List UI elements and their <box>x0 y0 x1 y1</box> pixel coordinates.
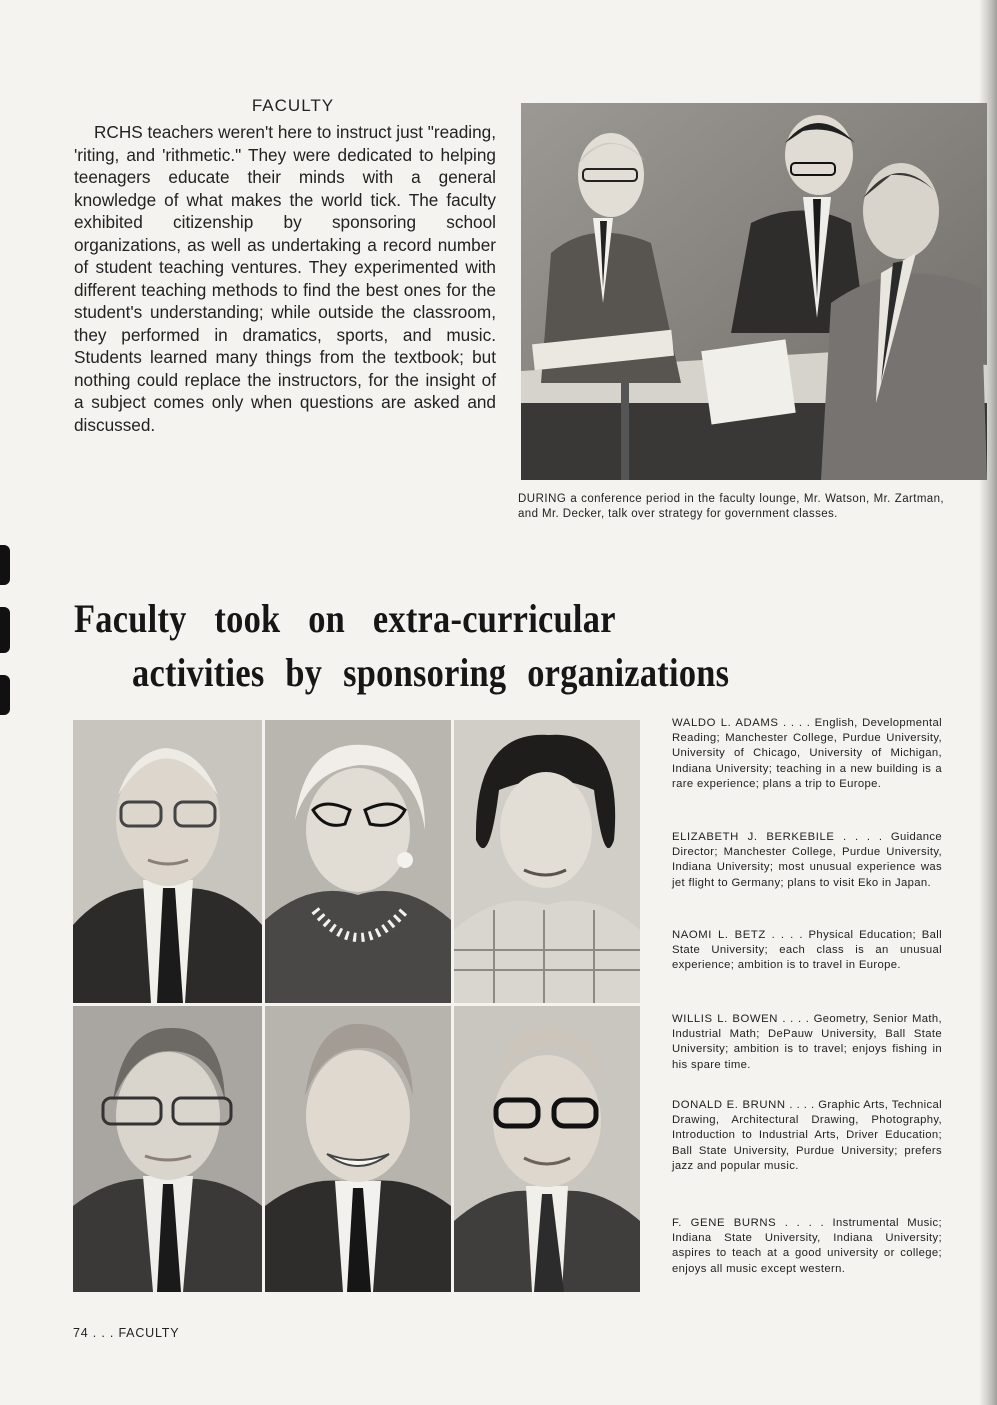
bio-text: Guidance Director; Manchester College, Purdue University, Indiana University; most unusual experience was jet flight to Germany; plans to visit Eko in Japan. <box>672 831 942 889</box>
page-edge-marks <box>0 545 14 715</box>
portrait-photo <box>73 720 262 1003</box>
footer-section: FACULTY <box>118 1326 180 1340</box>
caption-text: a conference period in the faculty lounge, Mr. Watson, Mr. Zartman, and Mr. Decker, talk over strategy for government classes. <box>518 493 944 520</box>
bio-separator: . . . . <box>778 1013 814 1025</box>
photo-caption <box>518 492 944 522</box>
bio-separator: . . . . <box>834 831 891 843</box>
bio-text: Geometry, Senior Math, Industrial Math; DePauw University, Ball State University; ambition is to travel; enjoys fishing in his spare time. <box>672 1013 943 1071</box>
bio-entry <box>672 1098 942 1174</box>
intro-paragraph: RCHS teachers weren't here to instruct just "reading, 'riting, and 'rithmetic." They were dedicated to helping teenagers educate their minds with a general knowledge of what makes the world tick. The faculty exhibited citizenship by sponsoring school organizations, as well as undertaking a record number of student teaching ventures. They experimented with different teaching methods to find the best ones for the student's understanding; while outside the classroom, they performed in dramatics, sports, and music. Students learned many things from the textbook; but nothing could replace the instructors, for the insight of a subject comes only when questions are asked and discussed. <box>74 122 497 435</box>
headline-line-1: Faculty took on extra-curricular <box>74 596 616 641</box>
headline-line-2: activities by sponsoring organizations <box>132 650 730 695</box>
page-footer <box>73 1326 179 1340</box>
bio-text: Instrumental Music; Indiana State University, Indiana University; aspires to teach at a good university or college; enjoys all music except western. <box>672 1217 942 1275</box>
faculty-lounge-photo <box>521 103 987 480</box>
bio-text: Graphic Arts, Technical Drawing, Architectural Drawing, Photography, Introduction to Industrial Arts, Driver Education; Ball State University, Purdue University; prefers jazz and popular music. <box>672 1099 943 1172</box>
bio-entry <box>672 830 942 891</box>
bio-separator: . . . . <box>776 1217 833 1229</box>
bio-name: DONALD E. BRUNN <box>672 1099 786 1111</box>
page-headline <box>74 592 774 700</box>
portrait-photo <box>265 1006 451 1292</box>
bio-separator: . . . . <box>785 1099 819 1111</box>
bio-name: ELIZABETH J. BERKEBILE <box>672 831 835 843</box>
bio-separator: . . . . <box>778 717 815 729</box>
footer-separator: . . . <box>88 1326 119 1340</box>
page-number: 74 <box>73 1326 89 1340</box>
bio-name: F. GENE BURNS <box>672 1217 777 1229</box>
bio-name: WALDO L. ADAMS <box>672 717 779 729</box>
bio-entry <box>672 716 942 792</box>
bio-name: WILLIS L. BOWEN <box>672 1013 779 1025</box>
bio-entry <box>672 928 942 974</box>
bio-name: NAOMI L. BETZ <box>672 929 766 941</box>
bio-separator: . . . . <box>765 929 809 941</box>
caption-lead: DURING <box>518 493 567 505</box>
portrait-photo <box>454 1006 640 1292</box>
portrait-photo <box>454 720 640 1003</box>
bio-text: English, Developmental Reading; Manchester College, Purdue University, University of Chicago, University of Michigan, Indiana University; teaching in a new building is a rare experience; plans a trip to Europe. <box>672 717 942 790</box>
bio-text: Physical Education; Ball State University; each class is an unusual experience; ambition is to travel in Europe. <box>672 929 943 972</box>
portrait-photo <box>73 1006 262 1292</box>
bio-entry <box>672 1216 942 1277</box>
faculty-portrait-grid <box>73 720 640 1292</box>
portrait-photo <box>265 720 451 1003</box>
bio-entry <box>672 1012 942 1073</box>
intro-heading: FACULTY <box>251 96 335 115</box>
